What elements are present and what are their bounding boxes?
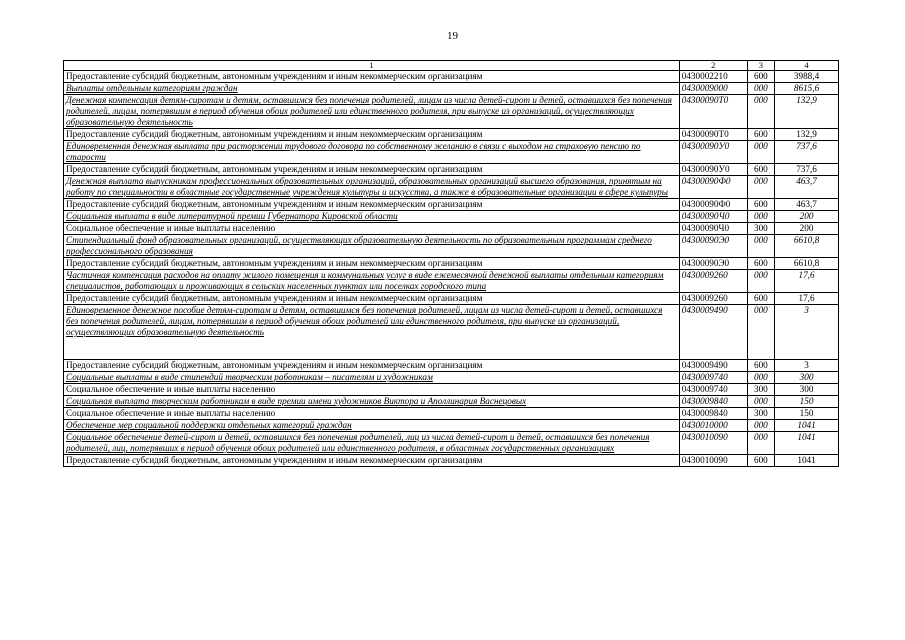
row-description: Предоставление субсидий бюджетным, автономным учреждениям и иным некоммерческим организациям: [64, 455, 680, 467]
row-description: Социальное обеспечение детей-сирот и детей, оставшихся без попечения родителей, лиц из числа детей-сирот и детей, оставшихся без попечения родителей, лиц, потерявших в период обучения обоих родителей или единственного родителя, в областных государственных организациях: [64, 432, 680, 455]
table-row: [64, 141, 839, 164]
row-type: 000: [747, 432, 774, 455]
row-type: 300: [747, 223, 774, 235]
row-amount: 150: [775, 408, 839, 420]
row-amount: 132,9: [775, 95, 839, 129]
row-description: Социальное обеспечение и иные выплаты населению: [64, 408, 680, 420]
table-header-row: [64, 61, 839, 71]
table-row: [64, 164, 839, 176]
row-description: Социальная выплата в виде литературной премии Губернатора Кировской области: [64, 211, 680, 223]
table-row: [64, 293, 839, 305]
table-row: [64, 199, 839, 211]
row-type: 000: [747, 141, 774, 164]
row-amount: 300: [775, 372, 839, 384]
table-row: [64, 211, 839, 223]
row-code: 04300090Ч0: [679, 211, 747, 223]
row-code: 0430009260: [679, 293, 747, 305]
row-description: Стипендиальный фонд образовательных организаций, осуществляющих образовательную деятельность по образовательным программам среднего профессионального образования: [64, 235, 680, 258]
table-row: [64, 420, 839, 432]
row-description: Социальные выплаты в виде стипендий творческим работникам – писателям и художникам: [64, 372, 680, 384]
table-row: [64, 129, 839, 141]
row-code: 0430009740: [679, 384, 747, 396]
table-row: [64, 223, 839, 235]
row-type: 000: [747, 305, 774, 360]
row-code: 04300090Т0: [679, 129, 747, 141]
row-description: Частичная компенсация расходов на оплату жилого помещения и коммунальных услуг в виде ежемесячной денежной выплаты отдельным категориям специалистов, работающих и проживающих в сельских населенных пунктах или поселках городского типа: [64, 270, 680, 293]
row-type: 000: [747, 396, 774, 408]
row-type: 000: [747, 235, 774, 258]
row-type: 600: [747, 129, 774, 141]
row-code: 0430009260: [679, 270, 747, 293]
row-type: 300: [747, 384, 774, 396]
table-row: [64, 396, 839, 408]
row-amount: 6610,8: [775, 235, 839, 258]
row-amount: 1041: [775, 420, 839, 432]
row-amount: 1041: [775, 455, 839, 467]
row-description: Обеспечение мер социальной поддержки отдельных категорий граждан: [64, 420, 680, 432]
row-code: 0430002210: [679, 71, 747, 83]
row-amount: 463,7: [775, 176, 839, 199]
budget-table: [63, 60, 839, 467]
page-number: 19: [447, 30, 458, 42]
row-description: Денежная компенсация детям-сиротам и детям, оставшимся без попечения родителей, лицам из числа детей-сирот и детей, оставшихся без попечения родителей, лицам, потерявшим в период обучения обоих родителей или единственного родителя, при выпуске из организаций, осуществляющих образовательную деятельность: [64, 95, 680, 129]
row-code: 0430010000: [679, 420, 747, 432]
row-description: Предоставление субсидий бюджетным, автономным учреждениям и иным некоммерческим организациям: [64, 129, 680, 141]
row-code: 0430009000: [679, 83, 747, 95]
row-code: 0430009490: [679, 305, 747, 360]
table-row: [64, 176, 839, 199]
header-col-4: 4: [775, 61, 839, 71]
row-code: 04300090Ф0: [679, 176, 747, 199]
table-row: [64, 360, 839, 372]
table-row: [64, 455, 839, 467]
row-code: 0430009840: [679, 408, 747, 420]
row-type: 600: [747, 258, 774, 270]
row-description: Социальное обеспечение и иные выплаты населению: [64, 384, 680, 396]
table-row: [64, 372, 839, 384]
row-code: 04300090Ф0: [679, 199, 747, 211]
header-col-1: 1: [64, 61, 680, 71]
table-row: [64, 235, 839, 258]
row-amount: 1041: [775, 432, 839, 455]
header-col-3: 3: [747, 61, 774, 71]
row-description: Единовременное денежное пособие детям-сиротам и детям, оставшимся без попечения родителей, лицам из числа детей-сирот и детей, оставшихся без попечения родителей, лицам, потерявшим в период обучения обоих родителей или единственного родителя, при выпуске из организаций, осуществляющих образовательную деятельность: [64, 305, 680, 360]
row-type: 000: [747, 176, 774, 199]
row-amount: 3: [775, 305, 839, 360]
row-description: Предоставление субсидий бюджетным, автономным учреждениям и иным некоммерческим организациям: [64, 199, 680, 211]
row-type: 600: [747, 360, 774, 372]
table-row: [64, 270, 839, 293]
row-code: 0430010090: [679, 432, 747, 455]
row-code: 04300090У0: [679, 141, 747, 164]
row-description: Выплаты отдельным категориям граждан: [64, 83, 680, 95]
row-amount: 300: [775, 384, 839, 396]
row-type: 300: [747, 408, 774, 420]
row-type: 000: [747, 372, 774, 384]
row-amount: 150: [775, 396, 839, 408]
row-type: 000: [747, 211, 774, 223]
row-type: 000: [747, 95, 774, 129]
row-description: Предоставление субсидий бюджетным, автономным учреждениям и иным некоммерческим организациям: [64, 71, 680, 83]
header-col-2: 2: [679, 61, 747, 71]
row-type: 000: [747, 420, 774, 432]
row-type: 600: [747, 455, 774, 467]
row-type: 600: [747, 71, 774, 83]
row-amount: 3: [775, 360, 839, 372]
row-code: 04300090Э0: [679, 235, 747, 258]
row-amount: 132,9: [775, 129, 839, 141]
table-row: [64, 95, 839, 129]
row-description: Единовременная денежная выплата при расторжении трудового договора по собственному желанию в связи с выходом на страховую пенсию по старости: [64, 141, 680, 164]
row-description: Предоставление субсидий бюджетным, автономным учреждениям и иным некоммерческим организациям: [64, 360, 680, 372]
table-row: [64, 408, 839, 420]
row-code: 04300090Э0: [679, 258, 747, 270]
row-code: 04300090Т0: [679, 95, 747, 129]
row-type: 000: [747, 83, 774, 95]
row-description: Денежная выплата выпускникам профессиональных образовательных организаций, образовательных организаций высшего образования, принятым на работу по специальности в областные государственные учреждения культуры и искусства, а также в образовательные организации в сфере культуры: [64, 176, 680, 199]
row-amount: 737,6: [775, 164, 839, 176]
row-code: 0430010090: [679, 455, 747, 467]
row-type: 600: [747, 293, 774, 305]
row-code: 0430009740: [679, 372, 747, 384]
row-amount: 17,6: [775, 293, 839, 305]
row-type: 000: [747, 270, 774, 293]
row-amount: 200: [775, 211, 839, 223]
table-row: [64, 83, 839, 95]
row-description: Предоставление субсидий бюджетным, автономным учреждениям и иным некоммерческим организациям: [64, 293, 680, 305]
row-amount: 200: [775, 223, 839, 235]
table-row: [64, 258, 839, 270]
table-row: [64, 305, 839, 360]
row-code: 04300090Ч0: [679, 223, 747, 235]
row-code: 0430009490: [679, 360, 747, 372]
row-description: Социальное обеспечение и иные выплаты населению: [64, 223, 680, 235]
row-amount: 3988,4: [775, 71, 839, 83]
row-description: Социальная выплата творческим работникам в виде премии имени художников Виктора и Аполлинария Васнецовых: [64, 396, 680, 408]
row-description: Предоставление субсидий бюджетным, автономным учреждениям и иным некоммерческим организациям: [64, 164, 680, 176]
row-amount: 6610,8: [775, 258, 839, 270]
row-description: Предоставление субсидий бюджетным, автономным учреждениям и иным некоммерческим организациям: [64, 258, 680, 270]
row-amount: 8615,6: [775, 83, 839, 95]
table-body: [64, 61, 839, 467]
row-amount: 737,6: [775, 141, 839, 164]
row-type: 600: [747, 164, 774, 176]
table-row: [64, 71, 839, 83]
table-row: [64, 432, 839, 455]
row-type: 600: [747, 199, 774, 211]
row-code: 04300090У0: [679, 164, 747, 176]
row-amount: 463,7: [775, 199, 839, 211]
table-row: [64, 384, 839, 396]
row-code: 0430009840: [679, 396, 747, 408]
row-amount: 17,6: [775, 270, 839, 293]
